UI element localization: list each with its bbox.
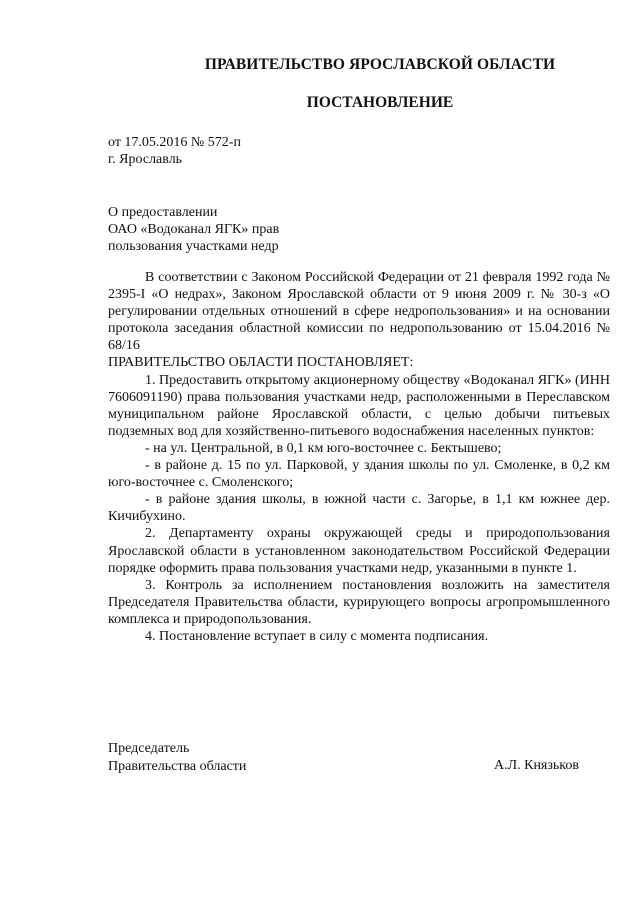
item-1-paragraph: 1. Предоставить открытому акционерному обществу «Водоканал ЯГК» (ИНН 7606091190) права пользования участками недр, расположенными в Переславском муниципальном районе Ярославской области, с целью добычи питьевых подземных вод для хозяйственно-питьевого водоснабжения населенных пунктов: <box>108 372 610 439</box>
item-3-paragraph: 3. Контроль за исполнением постановления возложить на заместителя Председателя Правительства области, курирующего вопросы агропромышленного комплекса и природопользования. <box>108 577 610 627</box>
city: г. Ярославль <box>108 152 183 167</box>
bullet-1: - на ул. Центральной, в 0,1 км юго-восточнее с. Бектышево; <box>145 440 502 456</box>
signatory-name: А.Л. Князьков <box>494 758 579 773</box>
preamble-paragraph: В соответствии с Законом Российской Федерации от 21 февраля 1992 года № 2395-I «О недрах», Законом Ярославской области от 9 июня 2009 г. № 30-з «О регулировании отдельных отношений в сфере недропользования» и на основании протокола заседания областной комиссии по недропользованию от 15.04.2016 № 68/16 <box>108 270 610 354</box>
document-body <box>108 269 610 645</box>
subject-line-3: пользования участками недр <box>108 239 279 254</box>
item-2-paragraph: 2. Департаменту охраны окружающей среды и природопользования Ярославской области в установленном законодательством Российской Федерации порядке оформить права пользования участками недр, указанными в пункте 1. <box>108 526 610 576</box>
subject-line-2: ОАО «Водоканал ЯГК» прав <box>108 222 280 237</box>
government-title: ПРАВИТЕЛЬСТВО ЯРОСЛАВСКОЙ ОБЛАСТИ <box>204 56 556 73</box>
item-4-paragraph: 4. Постановление вступает в силу с момента подписания. <box>145 628 489 644</box>
bullet-3: - в районе здания школы, в южной части с. Загорье, в 1,1 км южнее дер. Кичибухино. <box>108 492 610 525</box>
date-number: от 17.05.2016 № 572-п <box>108 135 241 150</box>
bullet-2: - в районе д. 15 по ул. Парковой, у здания школы по ул. Смоленке, в 0,2 км юго-восточнее с. Смоленского; <box>108 458 610 491</box>
subject-line-1: О предоставлении <box>108 205 218 220</box>
signature-position-line-2: Правительства области <box>108 758 247 774</box>
resolves-heading: ПРАВИТЕЛЬСТВО ОБЛАСТИ ПОСТАНОВЛЯЕТ: <box>108 355 414 371</box>
document-type-title: ПОСТАНОВЛЕНИЕ <box>306 94 454 111</box>
signature-position-line-1: Председатель <box>108 741 190 756</box>
signature-position <box>108 740 246 775</box>
